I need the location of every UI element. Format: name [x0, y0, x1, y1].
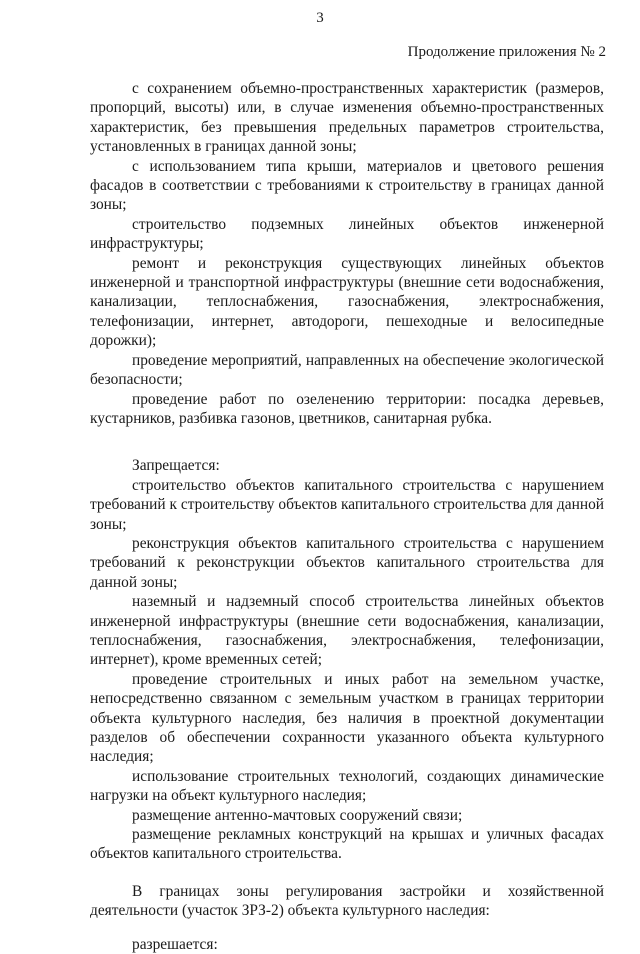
paragraph: с использованием типа крыши, материалов и цветового решения фасадов в соответствии с требованиями к строительству в границах данной зоны; — [90, 157, 604, 214]
paragraph: с сохранением объемно-пространственных характеристик (размеров, пропорций, высоты) или, в случае изменения объемно-пространственных характеристик, без превышения предельных параметров строительства, установленных в границах данной зоны; — [90, 80, 604, 156]
paragraph: строительство подземных линейных объектов инженерной инфраструктуры; — [90, 215, 604, 253]
section-heading-allowed: разрешается: — [132, 935, 218, 953]
page-number: 3 — [316, 10, 324, 26]
paragraph: ремонт и реконструкция существующих линейных объектов инженерной и транспортной инфраструктуры (внешние сети водоснабжения, канализации, теплоснабжения, газоснабжения, электроснабжения, телефонизации, интернет, автодороги, пешеходные и велосипедные дорожки); — [90, 254, 604, 350]
paragraph: проведение мероприятий, направленных на обеспечение экологической безопасности; — [90, 351, 604, 389]
paragraph: использование строительных технологий, создающих динамические нагрузки на объект культурного наследия; — [90, 767, 604, 805]
paragraph: наземный и надземный способ строительства линейных объектов инженерной инфраструктуры (внешние сети водоснабжения, канализации, теплоснабжения, газоснабжения, электроснабжения, телефонизации, интернет), кроме временных сетей; — [90, 593, 604, 669]
zone-heading: В границах зоны регулирования застройки и хозяйственной деятельности (участок ЗРЗ-2) объекта культурного наследия: — [90, 882, 604, 920]
document-body — [90, 79, 604, 954]
appendix-continuation-note: Продолжение приложения № 2 — [407, 44, 606, 60]
paragraph: размещение рекламных конструкций на крышах и уличных фасадах объектов капитального строительства. — [90, 826, 604, 863]
paragraph: строительство объектов капитального строительства с нарушением требований к строительству объектов капитального строительства для данной зоны; — [90, 476, 604, 533]
paragraph: проведение работ по озеленению территории: посадка деревьев, кустарников, разбивка газонов, цветников, санитарная рубка. — [90, 390, 604, 427]
paragraph: реконструкция объектов капитального строительства с нарушением требований к реконструкции объектов капитального строительства для данной зоны; — [90, 534, 604, 591]
section-heading-prohibited: Запрещается: — [132, 457, 220, 475]
paragraph: проведение строительных и иных работ на земельном участке, непосредственно связанном с земельным участком в границах территории объекта культурного наследия, без наличия в проектной документации разделов об обеспечении сохранности указанного объекта культурного наследия; — [90, 670, 604, 766]
paragraph: размещение антенно-мачтовых сооружений связи; — [132, 806, 463, 824]
